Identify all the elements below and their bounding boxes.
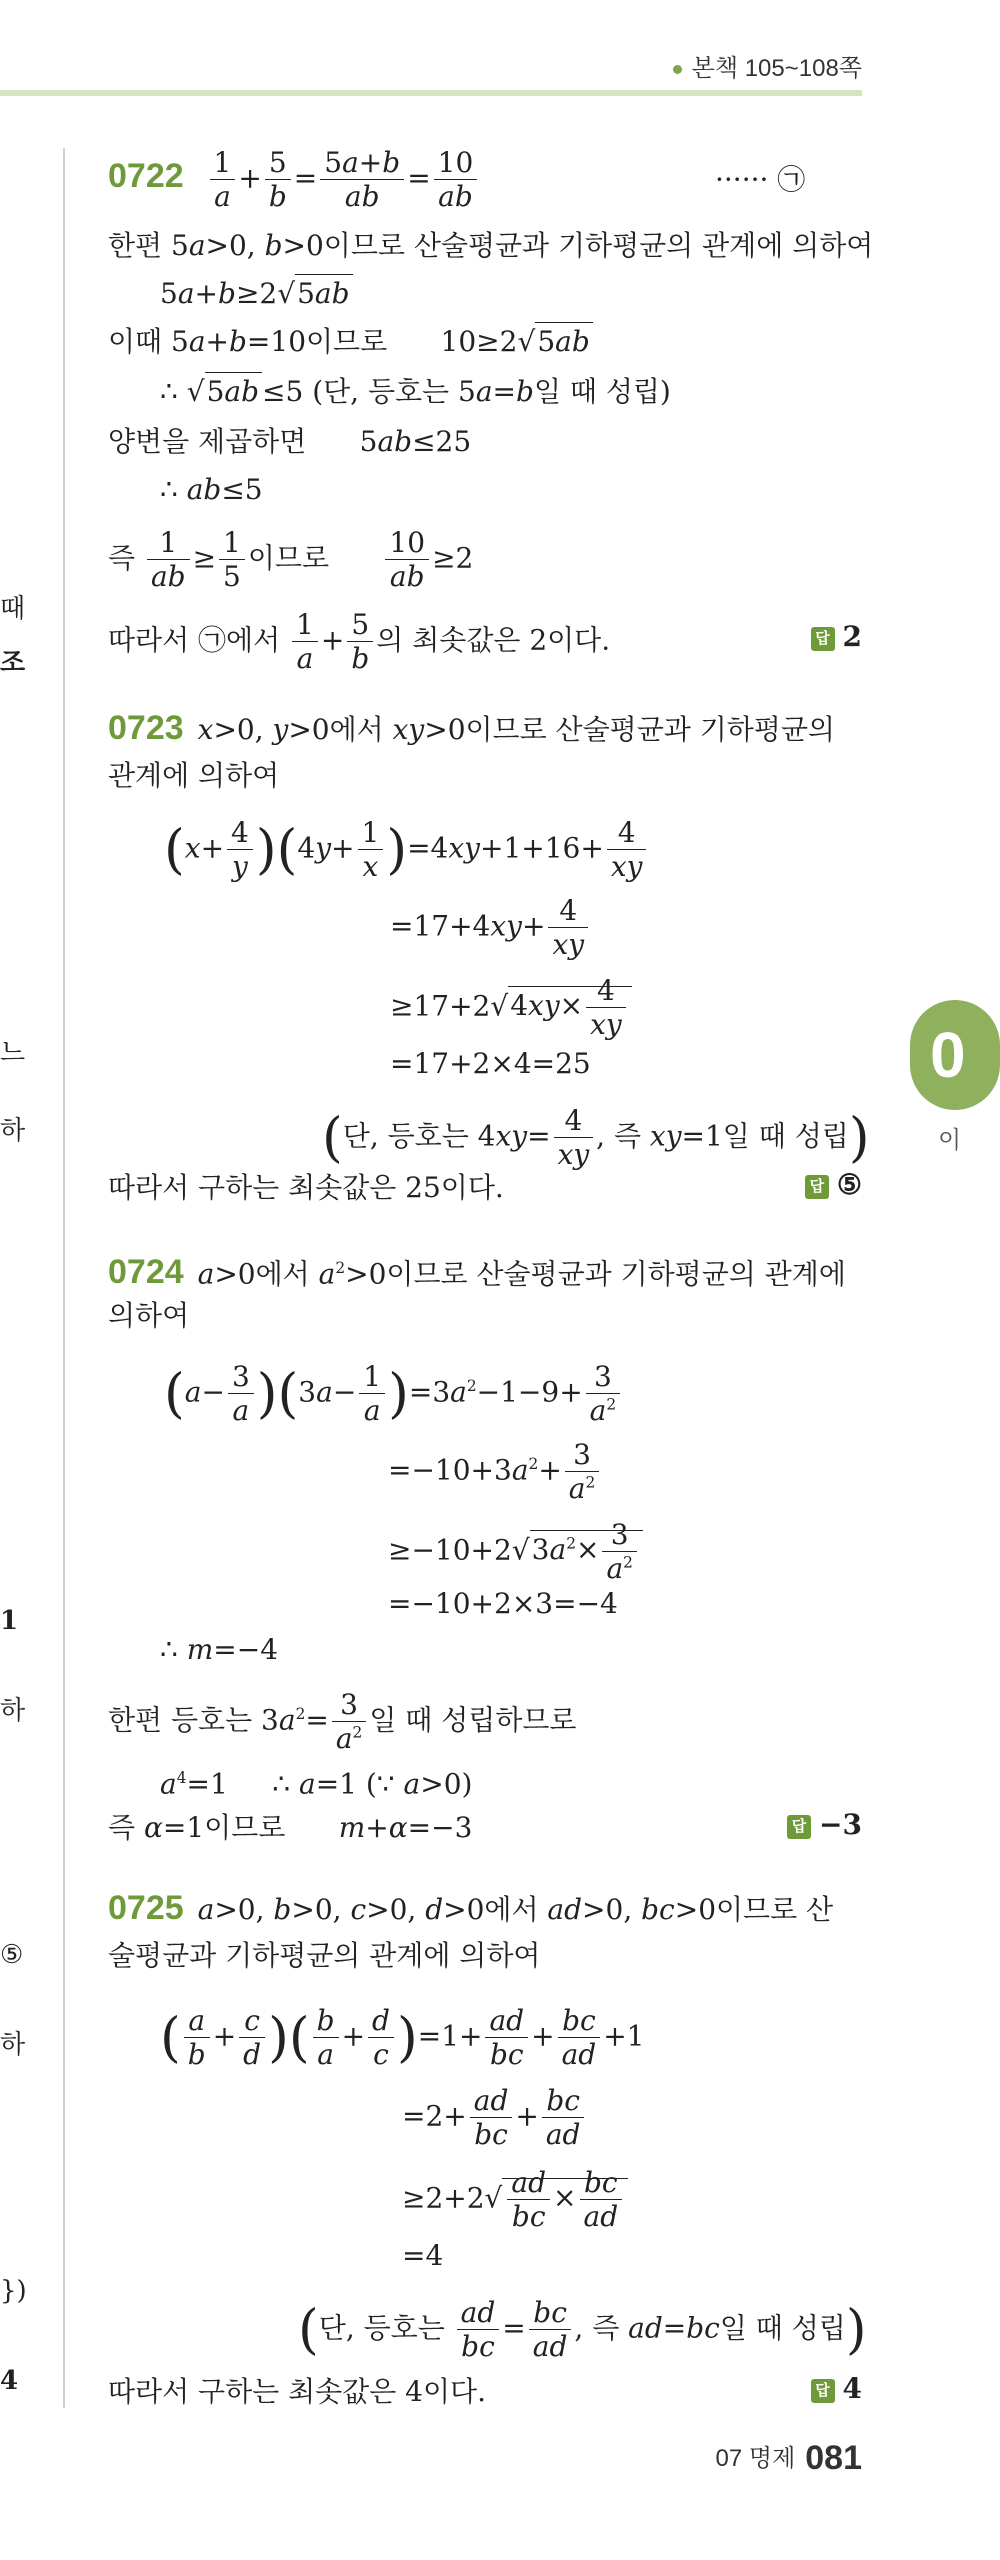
text-line: 관계에 의하여 (108, 759, 280, 792)
column-divider (63, 148, 65, 2408)
math-line: (단, 등호는 4xy= $\frac{4}{xy}$ , 즉 xy=1일 때 성립) (322, 1104, 870, 1172)
text-line: 따라서 ㉠에서 $\frac{1}{a}$ + $\frac{5}{b}$ 의 최솟값은 2이다. (108, 608, 611, 676)
math-line: ∴ ab≤5 (160, 473, 263, 506)
answer-0722: 답 2 (811, 620, 862, 653)
problem-number: 0722 (108, 157, 184, 196)
chapter-tab-label: 이 (938, 1127, 962, 1154)
math-line: $\ge-10+2√3a^2\times$ $\frac{3}{a^2}$ (388, 1520, 643, 1584)
margin-fragment: 1 (0, 1606, 19, 1636)
math-line: =4 (402, 2239, 444, 2272)
math-line: (x+ $\frac{4}{y}$ )(4y+ $\frac{1}{x}$ )=4xy+1+16+ $\frac{4}{xy}$ (164, 818, 649, 882)
answer-badge-icon: 답 (811, 2379, 835, 2403)
math-line: =2+ $\frac{ad}{bc}$ + $\frac{bc}{ad}$ (402, 2086, 587, 2150)
answer-badge-icon: 답 (811, 627, 835, 651)
header-bullet-icon (673, 65, 682, 74)
text-line: 즉 $\frac{1}{ab}$ ≥ $\frac{1}{5}$ 이므로 $\frac{10}{ab}$ ≥2 (108, 526, 474, 594)
margin-fragment: }) (0, 2276, 27, 2306)
text-line: 즉 α=1이므로 m+α=−3 (108, 1811, 473, 1844)
math-line: ∴ m=−4 (160, 1633, 279, 1666)
text-line: 따라서 구하는 최솟값은 25이다. (108, 1171, 504, 1204)
text-line: 의하여 (108, 1299, 190, 1332)
margin-fragment: 느 (0, 1038, 26, 1068)
math-line: ≥2+2√ $\frac{ad}{bc}$ × $\frac{bc}{ad}$ (402, 2168, 628, 2232)
math-line: $=-10+3a^2+$ $\frac{3}{a^2}$ (388, 1440, 602, 1504)
problem-number: 0724 (108, 1253, 184, 1292)
answer-badge-icon: 답 (805, 1175, 829, 1199)
math-line: 5a+b≥2√5ab (160, 274, 353, 314)
header-rule (0, 90, 862, 96)
answer-badge-icon: 답 (787, 1815, 811, 1839)
math-line: ( $\frac{a}{b}$ + $\frac{c}{d}$ )( $\frac{b}{a}$ + $\frac{d}{c}$ )=1+ $\frac{ad}{bc}$ + $\frac{bc}{ad}$ +1 (160, 2004, 645, 2072)
math-line: =17+2×4=25 (390, 1047, 591, 1080)
answer-0723: 답 ⑤ (805, 1168, 862, 1201)
equation-tag: ······ ㉠ (715, 163, 806, 196)
text-line: 따라서 구하는 최솟값은 4이다. (108, 2375, 486, 2408)
margin-fragment: 때 (0, 594, 26, 624)
text-line: 술평균과 기하평균의 관계에 의하여 (108, 1939, 541, 1972)
margin-fragment: 조 (0, 648, 26, 678)
text-line: 한편 등호는 $3a^2=$ $\frac{3}{a^2}$ 일 때 성립하므로 (108, 1688, 577, 1756)
margin-fragment: 하 (0, 1116, 26, 1146)
problem-0723-title-line: 0723 x>0, y>0에서 xy>0이므로 산술평균과 기하평균의 (108, 709, 835, 747)
margin-fragment: ⑤ (0, 1940, 24, 1970)
problem-number: 0723 (108, 709, 184, 747)
header-reference: 본책 105~108쪽 (691, 55, 862, 82)
problem-0724-title-line: 0724 a>0에서 $a^2>0$이므로 산술평균과 기하평균의 관계에 (108, 1253, 846, 1292)
problem-number: 0725 (108, 1889, 184, 1927)
page-footer (716, 2438, 862, 2478)
page-header (673, 48, 862, 83)
page-number: 081 (805, 2439, 862, 2477)
margin-fragment: 하 (0, 1696, 26, 1726)
margin-fragment: 4 (0, 2366, 19, 2396)
math-line: =17+4xy+ $\frac{4}{xy}$ (390, 896, 591, 960)
math-line: ≥17+2√4xy× $\frac{4}{xy}$ (390, 976, 632, 1040)
margin-fragment: 하 (0, 2030, 26, 2060)
chapter-tab-number: 0 (930, 1019, 966, 1091)
answer-0725: 답 4 (811, 2372, 862, 2405)
math-line: $a^4=1$ ∴ a=1 (∵ a>0) (160, 1767, 473, 1801)
text-line: 양변을 제곱하면 5ab≤25 (108, 425, 472, 458)
math-line: (단, 등호는 $\frac{ad}{bc}$ = $\frac{bc}{ad}$ , 즉 ad=bc일 때 성립) (298, 2296, 867, 2364)
footer-chapter: 07 명제 (715, 2445, 796, 2472)
math-line: =−10+2×3=−4 (388, 1587, 618, 1620)
answer-0724: 답 −3 (787, 1808, 862, 1841)
problem-0725-title-line: 0725 a>0, b>0, c>0, d>0에서 ad>0, bc>0이므로 산 (108, 1889, 834, 1927)
text-line: 이때 5a+b=10이므로 10≥2√5ab (108, 322, 593, 362)
math-line: ∴ √5ab ≤5 (단, 등호는 5a=b일 때 성립) (160, 372, 671, 412)
text-line: 한편 5a>0, b>0이므로 산술평균과 기하평균의 관계에 의하여 (108, 229, 874, 262)
math-line: (a− $\frac{3}{a}$ )(3a− $\frac{1}{a}$ )$=3a^2-1-9+$ $\frac{3}{a^2}$ (164, 1362, 623, 1426)
problem-0722-title-line: 0722 $\frac{1}{a}$ + $\frac{5}{b}$ = $\frac{5a+b}{ab}$ = $\frac{10}{ab}$ (108, 148, 480, 212)
